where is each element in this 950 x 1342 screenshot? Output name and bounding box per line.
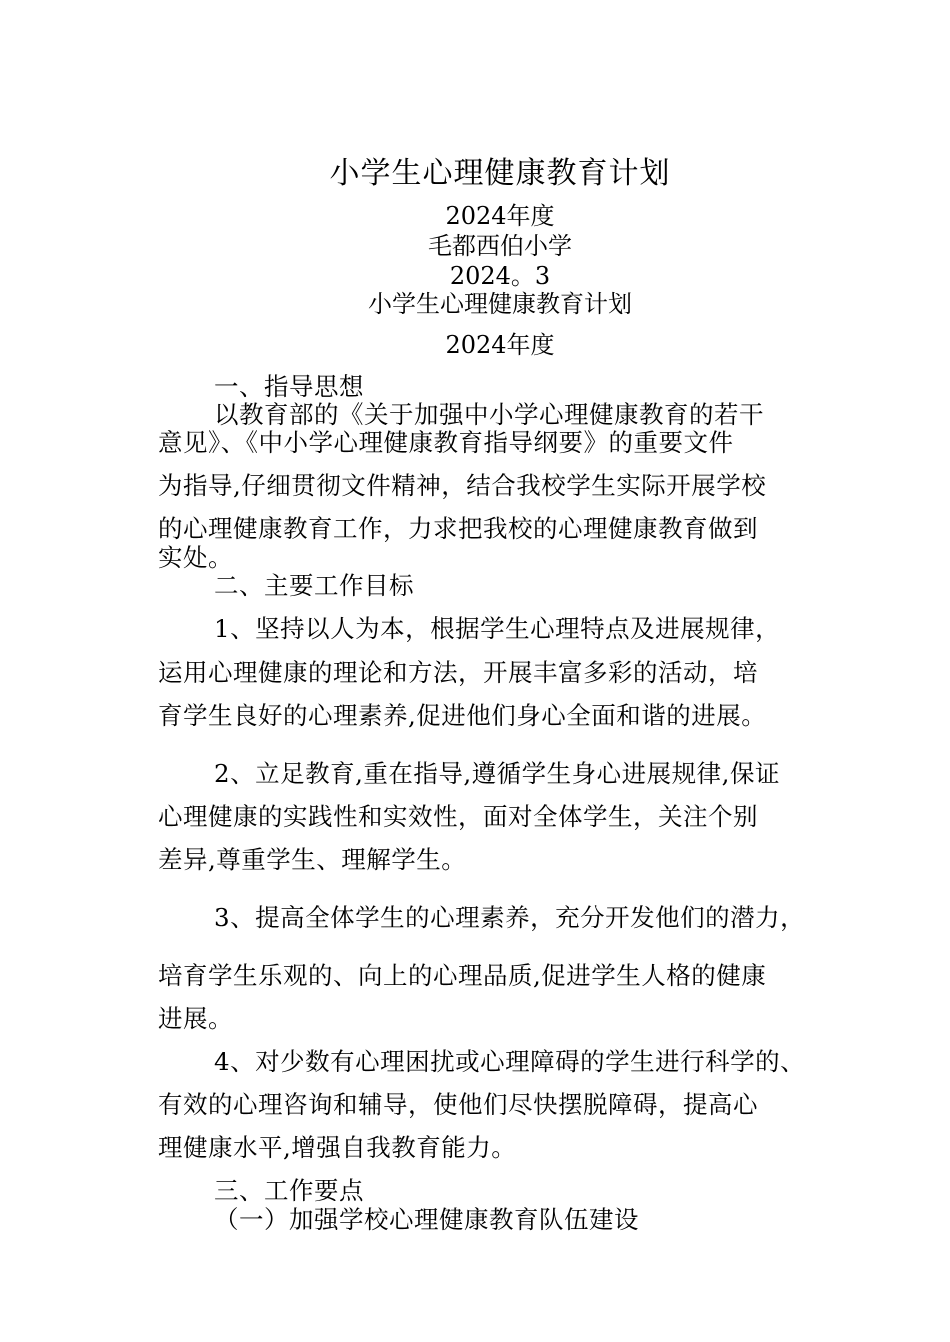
paragraph-line: 差异,尊重学生、理解学生。 (158, 845, 467, 874)
paragraph-line: 运用心理健康的理论和方法，开展丰富多彩的活动，培 (158, 658, 758, 687)
paragraph-line: 实处。 (158, 543, 233, 572)
document-title-repeat: 小学生心理健康教育计划 (368, 290, 632, 318)
paragraph-line: 4、对少数有心理困扰或心理障碍的学生进行科学的、 (214, 1047, 806, 1076)
paragraph-line: 的心理健康教育工作，力求把我校的心理健康教育做到 (158, 514, 758, 543)
document-year-repeat: 2024年度 (445, 331, 555, 359)
paragraph-line: 1、坚持以人为本，根据学生心理特点及进展规律， (214, 614, 781, 643)
paragraph-line: 3、提高全体学生的心理素养，充分开发他们的潜力， (214, 903, 806, 932)
paragraph-line: 意见》、《中小学心理健康教育指导纲要》的重要文件 (158, 428, 734, 457)
paragraph-line: 进展。 (158, 1004, 233, 1033)
paragraph-line: 有效的心理咨询和辅导，使他们尽快摆脱障碍，提高心 (158, 1090, 758, 1119)
paragraph-line: 为指导,仔细贯彻文件精神，结合我校学生实际开展学校 (158, 471, 767, 500)
document-title: 小学生心理健康教育计划 (329, 156, 671, 191)
paragraph-line: 2、立足教育,重在指导,遵循学生身心进展规律,保证 (214, 759, 780, 788)
school-name: 毛都西伯小学 (428, 232, 572, 260)
document-date: 2024。3 (449, 262, 551, 290)
section-heading: 三、工作要点 (214, 1176, 364, 1205)
paragraph-line: 育学生良好的心理素养,促进他们身心全面和谐的进展。 (158, 701, 767, 730)
paragraph-line: 理健康水平,增强自我教育能力。 (158, 1133, 517, 1162)
document-year: 2024年度 (445, 202, 555, 230)
section-heading: 一、指导思想 (214, 372, 364, 401)
paragraph-line: 培育学生乐观的、向上的心理品质,促进学生人格的健康 (158, 961, 767, 990)
paragraph-line: 以教育部的《关于加强中小学心理健康教育的若干 (214, 400, 764, 429)
subsection-heading: （一）加强学校心理健康教育队伍建设 (214, 1205, 639, 1234)
section-heading: 二、主要工作目标 (214, 571, 414, 600)
paragraph-line: 心理健康的实践性和实效性，面对全体学生，关注个别 (158, 802, 758, 831)
